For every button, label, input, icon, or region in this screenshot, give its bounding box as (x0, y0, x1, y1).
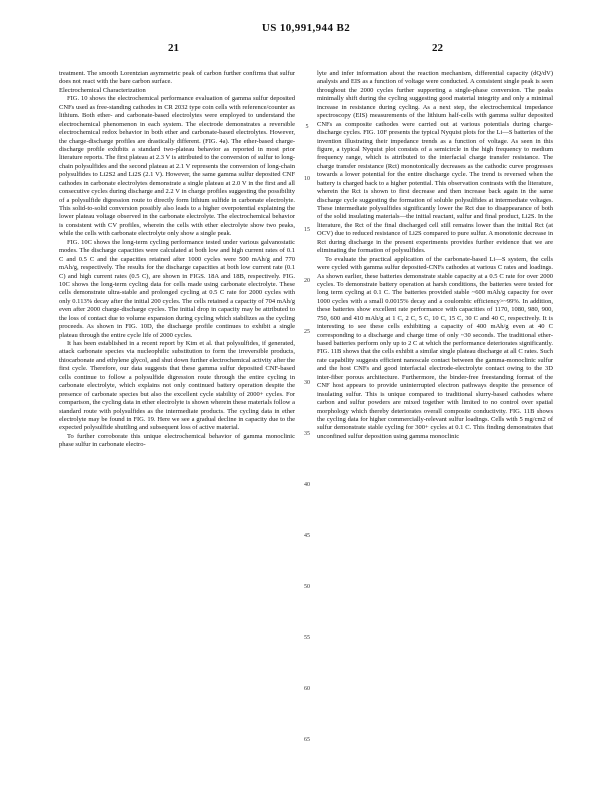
paragraph: lyte and infer information about the reaction mechanism, differential capacity (dQ/dV) analysis and EIS as a function of voltage were conducted. A consistent single peak is seen throughout the 2000 cycles further supporting a single-phase conversion. The peaks minimally shift during the cycling suggesting good material integrity and only a minimal increase in resistance during cycling. As a next step, the electrochemical impedance spectroscopy (EIS) measurements of the lithium half-cells with gamma sulfur deposited CNFs as composite cathodes were carried out at various potentials during charge-discharge cycles. FIG. 10F presents the typical Nyquist plots for the Li—S batteries of the invention illustrating their impedance trends as a function of voltage. As seen in this figure, a typical Nyquist plot consists of a semicircle in the high frequency to medium frequency range, which is attributed to the interfacial charge transfer resistance. The charge transfer resistance (Rct) monotonically decreases as the cathodic curve progresses towards a lower potential for the entire discharge cycle. The trend is reversed when the battery is charged back to a higher potential. This observation contrasts with the literature, wherein the Rct is shown to first decrease and then increase back again in the same discharge cycle suggesting the formation of soluble polysulfides at intermediate voltages. These intermediate polysulfides significantly lower the Rct due to disappearance of both of the solid insulating materials—the initial reactant, sulfur and final product, Li2S. In the literature, the Rct of the final discharged cell still remains lower than the initial Rct (at OCV) due to reduced resistance of Li2S compared to pure sulfur. A monotonic decrease in Rct during discharge in the present experiments provides further evidence that we are eliminating the formation of polysulfides. (317, 70, 553, 255)
paragraph: It has been established in a recent report by Kim et al. that polysulfides, if generated, attack carbonate species via nucleophilic substitution to form the irreversible products, thiocarbonate and ethylene glycol, and shut down further electrochemical activity after the first cycle. Therefore, our data suggests that these gamma sulfur deposited CNF-based cells continue to follow a polysulfide digression route through the entire cycling in carbonate electrolyte, which explains not only continued battery operation despite the presence of carbonate species but also the excellent cycle stability of 2000+ cycles. For comparison, the cycling data in ether electrolyte is shown wherein these materials follow a standard route with polysulfides as the intermediate products. The cycling data in ether electrolyte may be found in FIG. 19. Here we see a gradual decline in capacity due to the expected polysulfide shuttling and subsequent loss of active material. (59, 340, 295, 432)
page-header (0, 22, 612, 36)
line-number: 25 (304, 329, 310, 335)
paragraph: To further corroborate this unique electrochemical behavior of gamma monoclinic phase sulfur in carbonate electro- (59, 432, 295, 449)
line-number: 15 (304, 227, 310, 233)
line-number: 20 (304, 278, 310, 284)
line-number: 5 (305, 124, 309, 130)
right-column-number: 22 (432, 42, 443, 54)
paragraph: FIG. 10C shows the long-term cycling performance tested under various galvanostatic modes. The discharge capacities were calculated at both low and high current rates of 0.1 C and 0.5 C and the capacities retained after 1000 cycles were 500 mAh/g and 770 mAh/g, respectively. The results for the discharge capacities at both low current rate (0.1 C) and high current rates (0.5 C), are shown in FIGS. 18A and 18B, respectively. FIG. 10C shows the long-term cycling data for cells made using carbonate electrolyte. These cells demonstrate ultra-stable and prolonged cycling at 0.5 C rate for 2000 cycles with only 0.113% decay after the initial 200 cycles. The cells retained a capacity of 704 mAh/g even after 2000 charge-discharge cycles. The initial drop in capacity may be attributed to the loss of contact due to volume expansion during cycling which stabilizes as the cycling proceeds. As shown in FIG. 10D, the discharge profile continues to exhibit a single plateau through the entire cycle life of 2000 cycles. (59, 238, 295, 339)
line-number: 50 (304, 584, 310, 590)
section-heading: Electrochemical Characterization (59, 86, 146, 94)
paragraph: FIG. 10 shows the electrochemical performance evaluation of gamma sulfur deposited CNFs used as free-standing cathodes in CR 2032 type coin cells with reference/counter as lithium. Both ether- and carbonate-based electrolytes were employed to understand the electrochemical phenomenon in each system. The electrode demonstrates a reversible electrochemical redox behavior in both ether and carbonate-based electrolytes. However, the charge-discharge profiles are drastically different. (FIG. 4a). The ether-based charge-discharge profile exhibits a standard two-plateau behavior as reported in most prior literature reports. The first plateau at 2.3 V is attributed to the conversion of sulfur to long-chain polysulfides and the second plateau at 2.1 V represents the conversion of long-chain polysulfides to Li2S2 and Li2S (2.1 V). However, the same gamma sulfur deposited CNF cathodes in carbonate electrolytes demonstrate a single plateau at 2.0 V in the first and all consecutive cycles during discharge and 2.2 V in charge profiles suggesting the possibility of a polysulfide digression route to directly form lithium sulfide in carbonate electrolyte. This solid-to-solid conversion possibly also leads to a higher overpotential explaining the lower plateau voltage observed in the carbonate electrolyte. The electrochemical behavior is consistent with CV profiles, wherein the cells with ether electrolyte show two peaks, while the cells with carbonate electrolyte only show a single peak. (59, 95, 295, 238)
line-number: 45 (304, 533, 310, 539)
line-number: 30 (304, 380, 310, 386)
line-number: 10 (304, 176, 310, 182)
right-text-column (317, 70, 553, 441)
line-number: 35 (304, 431, 310, 437)
left-text-column (59, 70, 295, 450)
line-number: 60 (304, 686, 310, 692)
line-number: 40 (304, 482, 310, 488)
line-number: 65 (304, 737, 310, 743)
left-column-number: 21 (168, 42, 179, 54)
patent-number: US 10,991,944 B2 (261, 22, 351, 34)
paragraph: To evaluate the practical application of the carbonate-based Li—S system, the cells were cycled with gamma sulfur deposited-CNFs cathodes at various C rates and loadings. As shown earlier, these batteries demonstrate stable capacity at a 0.5 C rate for over 2000 cycles. To demonstrate battery operation at harsh conditions, the batteries were tested for long term cycling at 0.1 C. The batteries provided stable ~600 mAh/g capacity for over 1000 cycles with a small 0.0015% decay and a coulombic efficiency>~99%. In addition, these batteries show excellent rate performance with capacities of 1170, 1080, 980, 900, 750, 600 and 410 mAh/g at 1 C, 2 C, 5 C, 10 C, 15 C, 30 C and 40 C, respectively. It is interesting to see these cells exhibiting a capacity of 400 mAh/g even at 40 C corresponding to a discharge and charge time of only ~30 seconds. The traditional ether-based batteries perform only up to 2 C at which the performance deteriorates significantly. FIG. 11B shows that the cells exhibit a similar single plateau discharge at all C rates. Such rate capability suggests efficient nanoscale contact between the gamma-monoclinic sulfur and the host CNFs and good interfacial electrode-electrolyte contact owing to the 3D inter-fiber porous architecture. Furthermore, the binder-free freestanding format of the CNF host appears to provide uninterrupted electron pathways despite the presence of insulating sulfur. This is unique compared to traditional slurry-based cathodes where carbon and sulfur powders are mixed together with limited to no control over spatial morphology which thereby deteriorates overall composite conductivity. FIG. 11B shows the cycling data for higher commercially-relevant sulfur loadings. Cells with 5 mg/cm2 of sulfur demonstrate stable cycling for 300+ cycles at 0.1 C. This finding demonstrates that unconfined sulfur deposition using gamma monoclinic (317, 255, 553, 440)
paragraph: treatment. The smooth Lorentzian asymmetric peak of carbon further confirms that sulfur does not react with the bare carbon surface. (59, 70, 295, 86)
line-number: 55 (304, 635, 310, 641)
